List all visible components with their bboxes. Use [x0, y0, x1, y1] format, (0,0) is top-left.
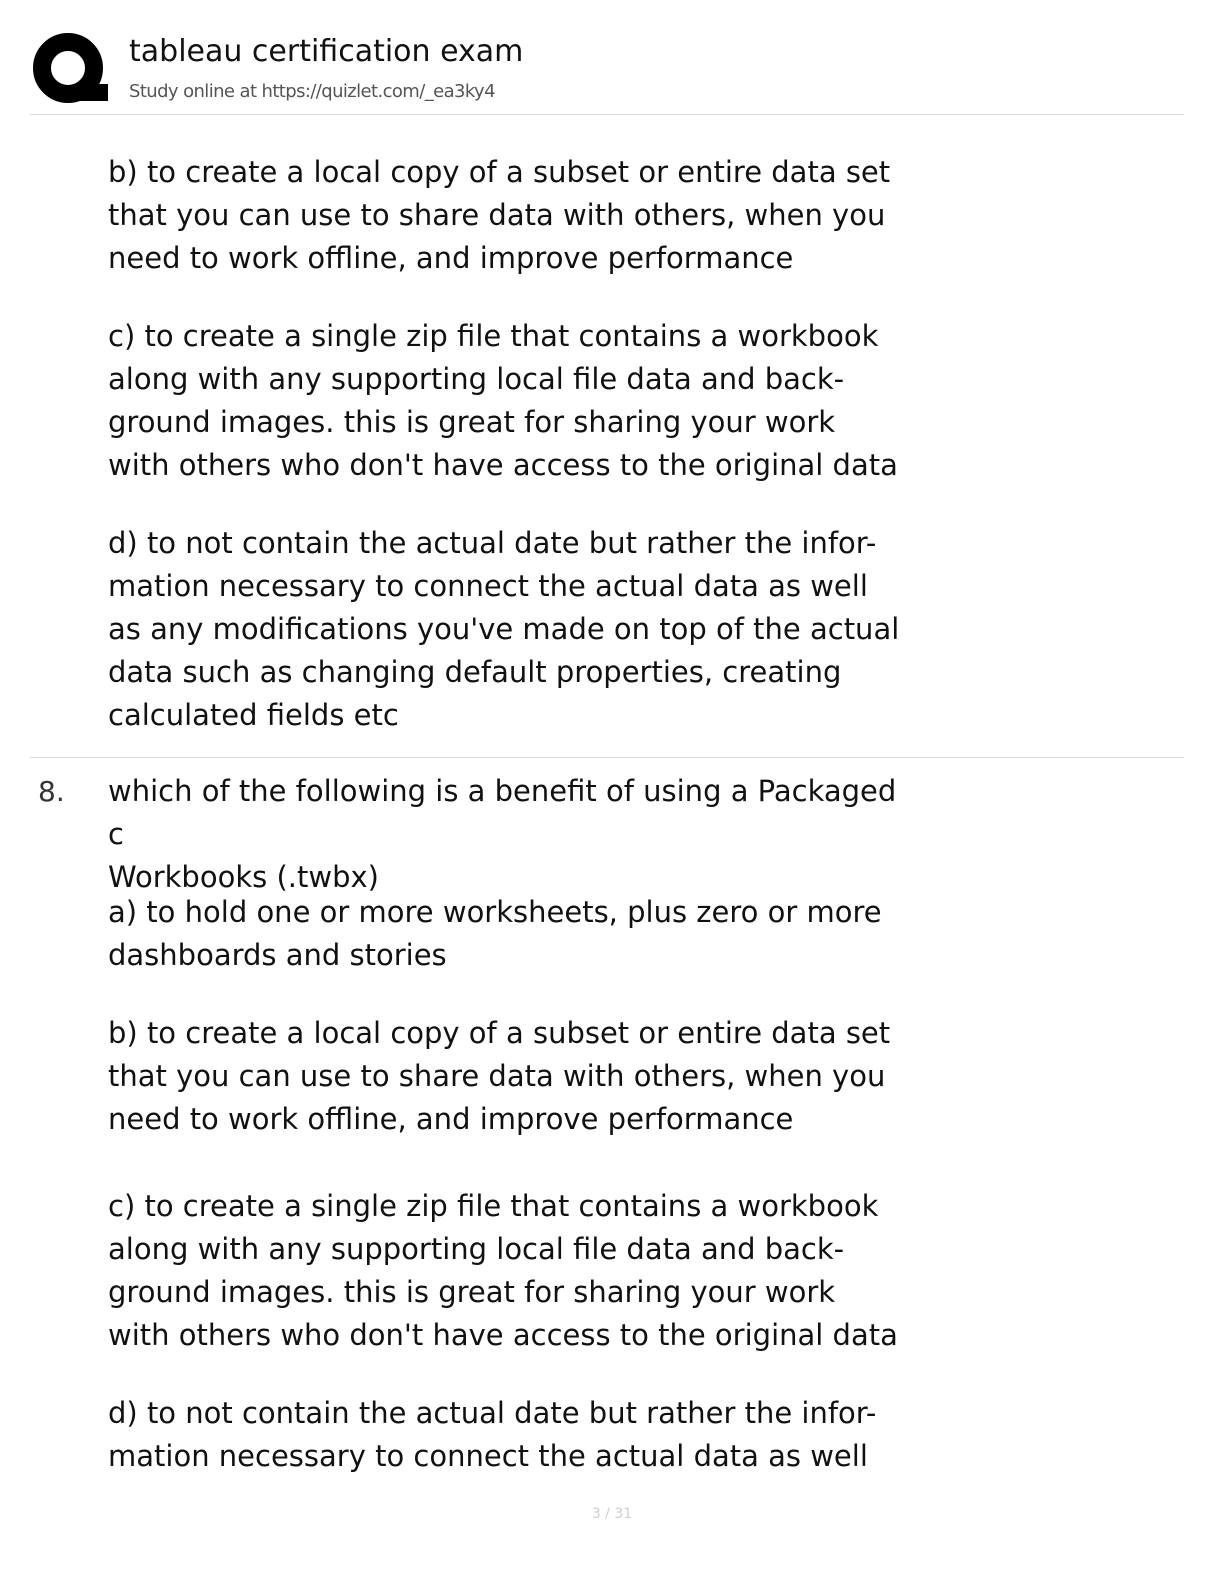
- answer-option-b: b) to create a local copy of a subset or entire data set that you can use to share data with others, when you need to work offline, and improve performance: [108, 155, 891, 275]
- answer-option-c: c) to create a single zip file that contains a workbook along with any supporting local file data and back- ground images. this is great for sharing your work with others who don't have access to the original data: [108, 319, 898, 482]
- answer-option-d: d) to not contain the actual date but rather the infor- mation necessary to connect the actual data as well: [108, 1396, 877, 1473]
- answer-option-b: b) to create a local copy of a subset or entire data set that you can use to share data with others, when you need to work offline, and improve performance: [108, 1016, 891, 1136]
- question-number: 8.: [38, 775, 65, 808]
- page-number: 3 / 31: [591, 1506, 633, 1522]
- question-divider: [30, 757, 1184, 758]
- answer-option-a: a) to hold one or more worksheets, plus zero or more dashboards and stories: [108, 895, 882, 972]
- study-online-link[interactable]: Study online at https://quizlet.com/_ea3ky4: [129, 81, 495, 102]
- question-text: which of the following is a benefit of using a Packaged c Workbooks (.twbx): [108, 774, 897, 894]
- answer-option-c: c) to create a single zip file that contains a workbook along with any supporting local file data and back- ground images. this is great for sharing your work with others who don't have access to the original data: [108, 1189, 898, 1352]
- document-title: tableau certification exam: [129, 34, 524, 69]
- answer-option-d: d) to not contain the actual date but rather the infor- mation necessary to connect the actual data as well as any modifications you've made on top of the actual data such as changing default properties, creating calculated fields etc: [108, 526, 900, 732]
